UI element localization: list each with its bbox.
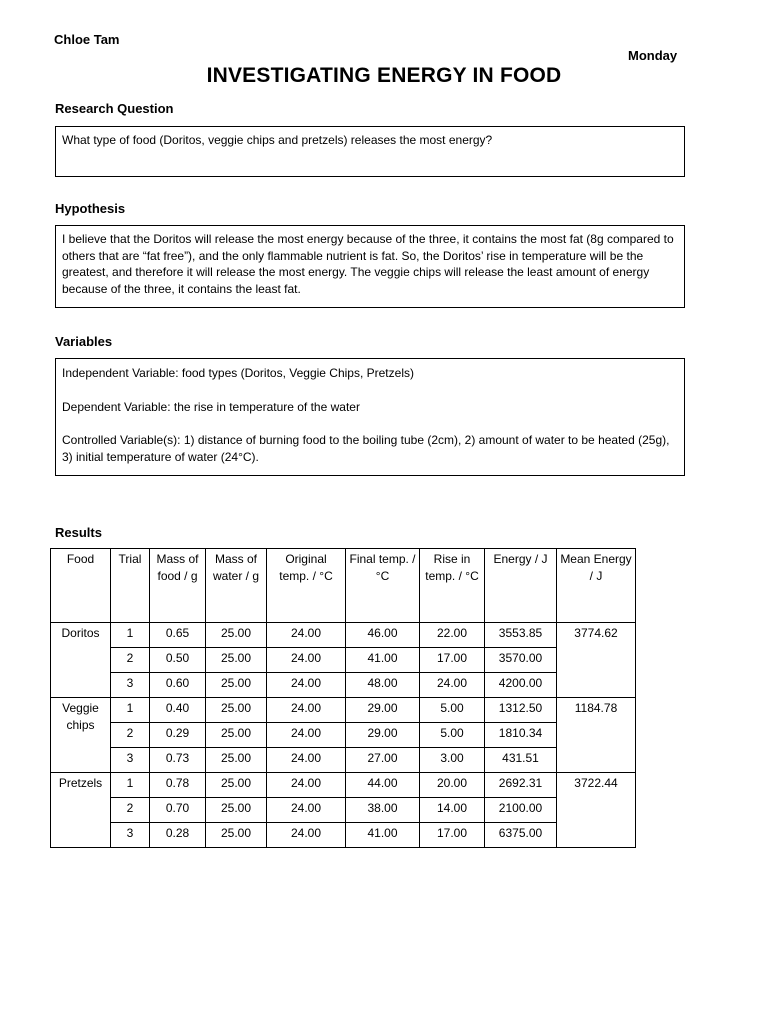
table-cell: 27.00 xyxy=(346,748,420,773)
research-question-heading: Research Question xyxy=(55,101,174,116)
mean-energy-cell: 3722.44 xyxy=(557,773,636,848)
table-cell: 24.00 xyxy=(267,823,346,848)
table-cell: 25.00 xyxy=(206,698,267,723)
table-cell: 6375.00 xyxy=(485,823,557,848)
column-header: Mean Energy / J xyxy=(557,549,636,623)
research-question-text: What type of food (Doritos, veggie chips and pretzels) releases the most energy? xyxy=(62,133,493,147)
table-cell: 22.00 xyxy=(420,623,485,648)
table-cell: 431.51 xyxy=(485,748,557,773)
controlled-variables: Controlled Variable(s): 1) distance of burning food to the boiling tube (2cm), 2) amount of water to be heated (25g), 3) initial temperature of water (24°C). xyxy=(62,433,670,464)
table-cell: 1 xyxy=(111,773,150,798)
table-cell: 24.00 xyxy=(267,723,346,748)
table-cell: 3553.85 xyxy=(485,623,557,648)
table-cell: 3 xyxy=(111,823,150,848)
table-cell: 41.00 xyxy=(346,648,420,673)
table-cell: 24.00 xyxy=(267,648,346,673)
table-cell: 0.28 xyxy=(150,823,206,848)
column-header: Rise in temp. / °C xyxy=(420,549,485,623)
table-cell: 0.60 xyxy=(150,673,206,698)
column-header: Final temp. / °C xyxy=(346,549,420,623)
table-cell: 2 xyxy=(111,798,150,823)
table-cell: 25.00 xyxy=(206,648,267,673)
results-heading: Results xyxy=(55,525,102,540)
table-cell: 48.00 xyxy=(346,673,420,698)
table-cell: 17.00 xyxy=(420,823,485,848)
table-cell: 2 xyxy=(111,723,150,748)
food-cell: Pretzels xyxy=(51,773,111,848)
table-cell: 2100.00 xyxy=(485,798,557,823)
mean-energy-cell: 3774.62 xyxy=(557,623,636,698)
column-header: Mass of water / g xyxy=(206,549,267,623)
table-cell: 1 xyxy=(111,623,150,648)
table-cell: 4200.00 xyxy=(485,673,557,698)
table-cell: 25.00 xyxy=(206,798,267,823)
table-cell: 25.00 xyxy=(206,773,267,798)
table-cell: 29.00 xyxy=(346,723,420,748)
table-cell: 0.70 xyxy=(150,798,206,823)
mean-energy-cell: 1184.78 xyxy=(557,698,636,773)
table-cell: 38.00 xyxy=(346,798,420,823)
table-cell: 0.50 xyxy=(150,648,206,673)
table-cell: 0.29 xyxy=(150,723,206,748)
table-row xyxy=(51,623,636,648)
page-title: INVESTIGATING ENERGY IN FOOD xyxy=(206,64,562,87)
table-cell: 3570.00 xyxy=(485,648,557,673)
table-cell: 46.00 xyxy=(346,623,420,648)
column-header: Trial xyxy=(111,549,150,623)
column-header: Food xyxy=(51,549,111,623)
table-cell: 5.00 xyxy=(420,698,485,723)
table-cell: 14.00 xyxy=(420,798,485,823)
table-cell: 17.00 xyxy=(420,648,485,673)
table-cell: 3 xyxy=(111,748,150,773)
table-cell: 25.00 xyxy=(206,623,267,648)
variables-box xyxy=(55,358,685,476)
table-cell: 29.00 xyxy=(346,698,420,723)
food-cell: Veggie chips xyxy=(51,698,111,773)
author-name: Chloe Tam xyxy=(54,32,120,47)
table-cell: 1312.50 xyxy=(485,698,557,723)
table-cell: 0.78 xyxy=(150,773,206,798)
table-cell: 1 xyxy=(111,698,150,723)
table-cell: 0.65 xyxy=(150,623,206,648)
table-cell: 3.00 xyxy=(420,748,485,773)
table-cell: 24.00 xyxy=(267,623,346,648)
table-cell: 24.00 xyxy=(267,748,346,773)
table-cell: 24.00 xyxy=(267,673,346,698)
table-row xyxy=(51,698,636,723)
results-table xyxy=(50,548,636,848)
table-cell: 0.73 xyxy=(150,748,206,773)
table-cell: 25.00 xyxy=(206,748,267,773)
dependent-variable: Dependent Variable: the rise in temperature of the water xyxy=(62,399,360,414)
table-cell: 2692.31 xyxy=(485,773,557,798)
table-cell: 0.40 xyxy=(150,698,206,723)
table-row xyxy=(51,773,636,798)
table-row xyxy=(51,648,636,673)
column-header: Mass of food / g xyxy=(150,549,206,623)
table-cell: 2 xyxy=(111,648,150,673)
table-cell: 44.00 xyxy=(346,773,420,798)
column-header: Energy / J xyxy=(485,549,557,623)
date-label: Monday xyxy=(628,48,678,63)
table-cell: 5.00 xyxy=(420,723,485,748)
table-cell: 25.00 xyxy=(206,673,267,698)
table-row xyxy=(51,673,636,698)
table-cell: 24.00 xyxy=(267,798,346,823)
table-cell: 1810.34 xyxy=(485,723,557,748)
table-cell: 24.00 xyxy=(267,698,346,723)
table-row xyxy=(51,723,636,748)
table-cell: 25.00 xyxy=(206,723,267,748)
table-cell: 24.00 xyxy=(267,773,346,798)
table-cell: 20.00 xyxy=(420,773,485,798)
table-row xyxy=(51,748,636,773)
food-cell: Doritos xyxy=(51,623,111,698)
table-row xyxy=(51,798,636,823)
hypothesis-heading: Hypothesis xyxy=(55,201,126,216)
table-cell: 24.00 xyxy=(420,673,485,698)
variables-heading: Variables xyxy=(55,334,113,349)
table-header-row xyxy=(51,549,636,623)
column-header: Original temp. / °C xyxy=(267,549,346,623)
table-cell: 3 xyxy=(111,673,150,698)
research-question-box xyxy=(55,126,685,177)
table-cell: 25.00 xyxy=(206,823,267,848)
hypothesis-box xyxy=(55,225,685,308)
table-cell: 41.00 xyxy=(346,823,420,848)
independent-variable: Independent Variable: food types (Doritos, Veggie Chips, Pretzels) xyxy=(62,366,414,380)
hypothesis-text: I believe that the Doritos will release the most energy because of the three, it contains the most fat (8g compared to others that are “fat free”), and the only flammable nutrient is fat. So, the Doritos’ rise in temperature will be the greatest, and therefore it will release the most energy. The veggie chips will release the least amount of energy because of the three, it contains the least fat. xyxy=(62,232,674,296)
table-row xyxy=(51,823,636,848)
